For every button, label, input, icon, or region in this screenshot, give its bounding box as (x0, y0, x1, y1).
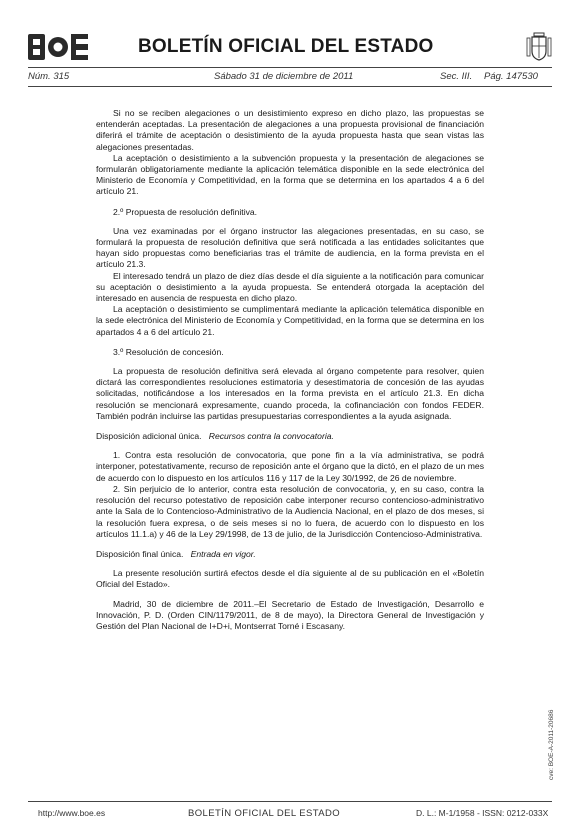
issue-number: Núm. 315 (28, 71, 70, 82)
paragraph: La propuesta de resolución definitiva será elevada al órgano competente para resolver, quien dictará las correspondientes resoluciones estimatoria y desestimatoria de concesión de las ayudas solicitadas, notificándose a los interesados en la forma prevista en el artículo 21.3. En dicha resolución se mencionará expresamente, cuando proceda, la cofinanciación con fondos FEDER. También podrán incluirse las partidas presupuestarias correspondientes a la ayuda asignada. (96, 366, 484, 421)
paragraph: La aceptación o desistimiento a la subvención propuesta y la presentación de alegaciones se formularán obligatoriamente mediante la aplicación telemática disponible en la sede electrónica del Ministerio de Economía y Competitividad, en la forma que se determina en los apartados 4 a 6 del artículo 21. (96, 152, 484, 197)
cve-code (548, 700, 556, 780)
page-title: BOLETÍN OFICIAL DEL ESTADO (138, 36, 434, 57)
page-footer (28, 801, 552, 820)
footer-title: BOLETÍN OFICIAL DEL ESTADO (188, 808, 341, 819)
page-number: Pág. 147530 (484, 71, 538, 82)
cve-text: cve: BOE-A-2011-20686 (548, 709, 555, 780)
page-header (28, 30, 552, 66)
signature-paragraph: Madrid, 30 de diciembre de 2011.–El Secretario de Estado de Investigación, Desarrollo e Innovación, P. D. (Orden CIN/1179/2011, de 8 de mayo), la Directora General de Investigación y Gestión del Plan Nacional de I+D+i, Montserrat Torné i Escasany. (96, 598, 484, 631)
paragraph: 2. Sin perjuicio de lo anterior, contra esta resolución de convocatoria, y, en su caso, contra la resolución del recurso potestativo de reposición cabe interponer recurso contencioso-administrativo ante la Sala de lo Contencioso-Administrativo de la Audiencia Nacional, en el plazo de dos meses, si la resolución fuera expresa, o de seis meses si no lo fuera, de acuerdo con lo dispuesto en los artículos 11.1.a) y 46 de la Ley 29/1998, de 13 de julio, de la Jurisdicción Contencioso-Administrativa. (96, 483, 484, 539)
section-label: Sec. III. (440, 71, 473, 82)
paragraph: La aceptación o desistimiento se cumplimentará mediante la aplicación telemática disponible en la sede electrónica del Ministerio de Economía y Competitividad, en la forma que se determina en los apartados 4 a 6 del artículo 21. (96, 304, 484, 337)
paragraph: Si no se reciben alegaciones o un desistimiento expreso en dicho plazo, las propuestas se entenderán aceptadas. La presentación de alegaciones a una propuesta provisional de financiación diferirá el trámite de aceptación o desistimiento de la ayuda propuesta hasta que sean vistas las alegaciones presentadas. (96, 108, 484, 152)
header-rule-bottom (28, 86, 552, 87)
coat-of-arms-icon (526, 30, 552, 62)
provision-title: Entrada en vigor. (190, 548, 256, 559)
provision-label: Disposición adicional única. (96, 431, 202, 442)
subsection-heading: 3.º Resolución de concesión. (113, 346, 224, 357)
boe-logo (28, 34, 88, 60)
paragraph: La presente resolución surtirá efectos desde el día siguiente al de su publicación en el «Boletín Oficial del Estado». (96, 568, 484, 590)
paragraph: Una vez examinadas por el órgano instructor las alegaciones presentadas, en su caso, se formulará la propuesta de resolución definitiva que será notificada a las entidades solicitantes que hayan sido propuestas como beneficiarias tras el trámite de audiencia, en la forma prevista en el artículo 21.3. (96, 225, 484, 270)
footer-legal: D. L.: M-1/1958 - ISSN: 0212-033X (416, 808, 549, 818)
provision-heading (96, 549, 484, 560)
paragraph: El interesado tendrá un plazo de diez días desde el día siguiente a la notificación para comunicar su aceptación o desistimiento a la ayuda propuesta. Se entenderá otorgada la aceptación del interesado en ausencia de respuesta en dicho plazo. (96, 270, 484, 304)
provision-heading (96, 431, 484, 442)
provision-title: Recursos contra la convocatoria. (208, 431, 334, 442)
header-rule-top (28, 67, 552, 68)
subsection-heading: 2.º Propuesta de resolución definitiva. (113, 206, 258, 217)
issue-date: Sábado 31 de diciembre de 2011 (214, 71, 354, 82)
document-body (96, 108, 484, 632)
footer-url-link[interactable]: http://www.boe.es (38, 808, 106, 818)
paragraph: 1. Contra esta resolución de convocatoria, que pone fin a la vía administrativa, se podrá interponer, potestativamente, recurso de reposición ante el órgano que la dictó, en el plazo de un mes de acuerdo con lo dispuesto en los artículos 116 y 117 de la Ley 30/1992, de 26 de noviembre. (96, 450, 484, 483)
provision-label: Disposición final única. (96, 548, 184, 559)
